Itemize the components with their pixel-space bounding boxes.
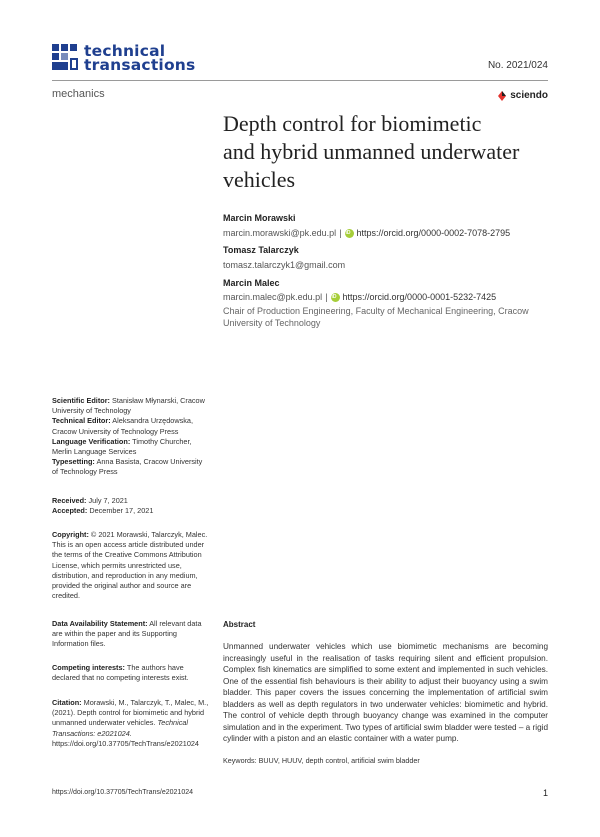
- language-label: Language Verification:: [52, 436, 131, 446]
- citation-block: [52, 698, 210, 749]
- author-contact: [223, 228, 510, 238]
- orcid-icon: [345, 229, 354, 238]
- orcid-link[interactable]: https://orcid.org/0000-0001-5232-7425: [342, 292, 497, 302]
- author-contact: [223, 292, 496, 302]
- publisher-logo: [497, 90, 548, 101]
- title-line-1: Depth control for biomimetic: [223, 111, 482, 136]
- keywords: [223, 756, 548, 765]
- editors-block: [52, 396, 210, 478]
- separator: |: [325, 292, 328, 302]
- accepted-value: December 17, 2021: [89, 506, 154, 516]
- abstract-heading: Abstract: [223, 620, 256, 629]
- author-email[interactable]: marcin.malec@pk.edu.pl: [223, 292, 323, 302]
- data-availability-label: Data Availability Statement:: [52, 619, 148, 628]
- citation-value: Morawski, M., Talarczyk, T., Malec, M., (2021). Depth control for biomimetic and hybrid unmanned underwater vehicles.: [52, 698, 209, 728]
- footer-doi-link[interactable]: https://doi.org/10.37705/TechTrans/e2021024: [52, 789, 194, 796]
- tech-editor-label: Technical Editor:: [52, 416, 111, 426]
- author-email[interactable]: tomasz.talarczyk1@gmail.com: [223, 260, 346, 270]
- data-availability-block: [52, 619, 210, 650]
- citation-doi[interactable]: https://doi.org/10.37705/TechTrans/e2021024: [52, 738, 199, 748]
- citation-journal: Technical Transactions: e2021024.: [52, 718, 189, 738]
- competing-interests-value: The authors have declared that no competing interests exist.: [52, 663, 189, 683]
- keywords-label: Keywords:: [223, 756, 257, 765]
- dates-block: [52, 496, 210, 516]
- page-number: 1: [542, 788, 548, 798]
- copyright-value: © 2021 Morawski, Talarczyk, Malec. This is an open access article distributed under the terms of the Creative Commons Attribution License, which permits unrestricted use, distribution, and reproduction in any medium, provided the original author and source are credited.: [52, 530, 208, 601]
- citation-label: Citation:: [52, 698, 82, 707]
- orcid-icon: [331, 293, 340, 302]
- sci-editor-value: Stanisław Młynarski, Cracow University of Technology: [52, 396, 205, 416]
- separator: |: [339, 228, 342, 238]
- typesetting-value: Anna Basista, Cracow University of Technology Press: [52, 457, 203, 477]
- keywords-value: BUUV, HUUV, depth control, artificial swim bladder: [258, 756, 420, 765]
- sciendo-icon: [497, 91, 507, 101]
- logo-line-1: technical: [84, 42, 166, 60]
- author-name: Marcin Malec: [223, 278, 280, 288]
- header-divider: [52, 80, 548, 81]
- abstract-body: Unmanned underwater vehicles which use biomimetic mechanisms are becoming increasingly useful in the realisation of tasks requiring silent and efficient propulsion. Complex fish kinematics are simplified to some extent and implemented in such vehicles. One of the essential fish behaviours is their ability to adjust their buoyancy using a swim bladder. This paper covers the issues concerning the implementation of artificial swim bladders as well as depth regulators in two underwater vehicles: biomimetic and hybrid. The control of vehicle depth through buoyancy change was examined in the computer simulation and in the experiment. Two types of artificial swim bladder were tested – a rigid cylinder with a piston and an elastic container with a water pump.: [223, 642, 548, 743]
- tech-editor-value: Aleksandra Urzędowska, Cracow University of Technology Press: [52, 416, 193, 436]
- orcid-link[interactable]: https://orcid.org/0000-0002-7078-2795: [356, 228, 511, 238]
- article-title: [223, 110, 553, 194]
- sci-editor-label: Scientific Editor:: [52, 396, 110, 405]
- author-email[interactable]: marcin.morawski@pk.edu.pl: [223, 228, 337, 238]
- language-value: Timothy Churcher, Merlin Language Services: [52, 436, 192, 457]
- author-name: Marcin Morawski: [223, 213, 296, 223]
- competing-interests-block: [52, 663, 210, 683]
- issue-number: No. 2021/024: [487, 60, 548, 71]
- title-line-2: and hybrid unmanned underwater: [223, 139, 520, 164]
- received-value: July 7, 2021: [88, 496, 128, 505]
- section-label: mechanics: [52, 88, 105, 100]
- data-availability-value: All relevant data are within the paper and its Supporting Information files.: [52, 619, 202, 649]
- accepted-label: Accepted:: [52, 506, 88, 516]
- affiliation: Chair of Production Engineering, Faculty of Mechanical Engineering, Cracow University of Technology: [223, 306, 529, 328]
- journal-logo-icon: [52, 44, 78, 72]
- received-label: Received:: [52, 496, 87, 505]
- title-line-3: vehicles: [223, 167, 296, 192]
- logo-line-2: transactions: [84, 56, 196, 74]
- copyright-label: Copyright:: [52, 530, 89, 539]
- competing-interests-label: Competing interests:: [52, 663, 125, 672]
- publisher-name: sciendo: [510, 90, 548, 101]
- journal-logo: [52, 44, 195, 72]
- author-name: Tomasz Talarczyk: [223, 245, 299, 255]
- copyright-block: [52, 530, 210, 601]
- typesetting-label: Typesetting:: [52, 457, 95, 467]
